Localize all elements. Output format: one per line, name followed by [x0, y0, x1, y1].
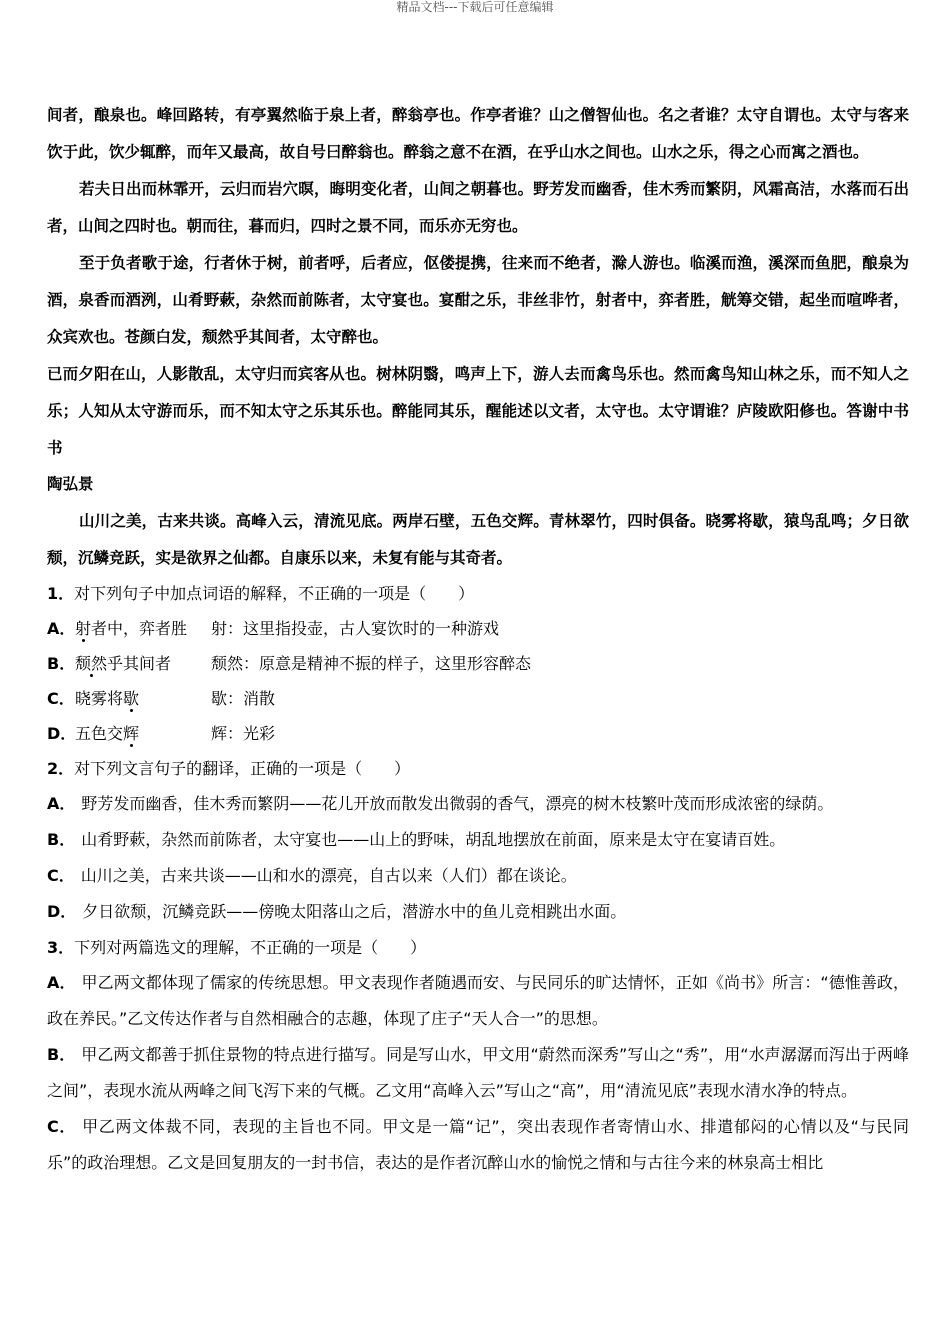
option-letter: D．	[47, 902, 77, 921]
option-explanation: 射：这里指投壶，古人宴饮时的一种游戏	[211, 619, 500, 638]
option-text: 甲乙两文体裁不同，表现的主旨也不同。甲文是一篇“记”，突出表现作者寄情山水、排遣郁闷的心情以及“与民同乐”的政治理想。乙文是回复朋友的一封书信，表达的是作者沉醉山水的愉悦之情和与古往今来的林泉高士相比	[47, 1117, 909, 1172]
passage1-paragraph-1: 间者，酿泉也。峰回路转，有亭翼然临于泉上者，醉翁亭也。作亭者谁？山之僧智仙也。名之者谁？太守自谓也。太守与客来饮于此，饮少辄醉，而年又最高，故自号曰醉翁也。醉翁之意不在酒，在乎山水之间也。山水之乐，得之心而寓之酒也。	[47, 105, 909, 161]
question-3-stem	[47, 930, 909, 965]
option-explanation: 颓然：原意是精神不振的样子，这里形容醉态	[211, 654, 532, 673]
question-text: 对下列句子中加点词语的解释，不正确的一项是（ ）	[74, 584, 475, 603]
option-text: 甲乙两文都善于抓住景物的特点进行描写。同是写山水，甲文用“蔚然而深秀”写山之“秀”，用“水声潺潺而泻出于两峰之间”，表现水流从两峰之间飞泻下来的气概。乙文用“高峰入云”写山之“高”，用“清流见底”表现水清水净的特点。	[47, 1045, 909, 1100]
page-header: 精品文档---下载后可任意编辑	[396, 0, 554, 14]
question-1-option-a	[47, 611, 909, 646]
option-letter: A．	[47, 973, 76, 992]
question-2-option-b	[47, 822, 909, 858]
option-letter: B．	[47, 1045, 76, 1064]
question-number: 1．	[47, 584, 75, 603]
question-3-option-a	[47, 965, 909, 1037]
question-text: 下列对两篇选文的理解，不正确的一项是（ ）	[74, 938, 427, 957]
sentence-post: 乎其间者	[107, 654, 172, 673]
option-letter: C．	[47, 689, 75, 708]
option-text: 夕日欲颓，沉鳞竞跃——傍晚太阳落山之后，潜游水中的鱼儿竞相跳出水面。	[82, 902, 627, 921]
option-letter: B．	[47, 654, 76, 673]
question-text: 对下列文言句子的翻译，正确的一项是（ ）	[74, 759, 411, 778]
dotted-word: 颓然	[75, 654, 108, 673]
option-letter: C．	[47, 866, 75, 885]
question-1-option-c	[47, 681, 909, 716]
question-2-stem	[47, 751, 909, 786]
option-text: 山肴野蔌，杂然而前陈者，太守宴也——山上的野味，胡乱地摆放在前面，原来是太守在宴请百姓。	[81, 830, 786, 849]
document-body	[47, 96, 909, 1181]
question-3-option-b	[47, 1037, 909, 1109]
option-sentence	[75, 716, 211, 751]
passage2-text: 山川之美，古来共谈。高峰入云，清流见底。两岸石壁，五色交辉。青林翠竹，四时俱备。晓雾将歇，猿鸟乱鸣；夕日欲颓，沉鳞竞跃，实是欲界之仙都。自康乐以来，未复有能与其奇者。	[47, 511, 909, 567]
passage2-author: 陶弘景	[47, 474, 94, 493]
option-explanation: 辉：光彩	[211, 724, 276, 743]
option-letter: A．	[47, 619, 76, 638]
question-1-option-b	[47, 646, 909, 681]
option-sentence	[75, 681, 211, 716]
question-2-option-d	[47, 894, 909, 930]
option-text: 甲乙两文都体现了儒家的传统思想。甲文表现作者随遇而安、与民同乐的旷达情怀，正如《尚书》所言：“德惟善政，政在养民。”乙文传达作者与自然相融合的志趣，体现了庄子“天人合一”的思想。	[47, 973, 909, 1028]
question-number: 2．	[47, 759, 75, 778]
passage1-paragraph-2: 若夫日出而林霏开，云归而岩穴暝，晦明变化者，山间之朝暮也。野芳发而幽香，佳木秀而繁阴，风霜高洁，水落而石出者，山间之四时也。朝而往，暮而归，四时之景不同，而乐亦无穷也。	[47, 179, 909, 235]
option-letter: B．	[47, 830, 76, 849]
option-letter: D．	[47, 724, 77, 743]
option-sentence	[75, 611, 211, 646]
question-2-option-a	[47, 786, 909, 822]
dotted-word: 歇	[123, 689, 140, 708]
option-letter: A．	[47, 794, 76, 813]
question-1-option-d	[47, 716, 909, 751]
sentence-pre: 五色交	[75, 724, 124, 743]
option-sentence	[75, 646, 211, 681]
question-2-option-c	[47, 858, 909, 894]
passage1-paragraph-3: 至于负者歌于途，行者休于树，前者呼，后者应，伛偻提携，往来而不绝者，滁人游也。临溪而渔，溪深而鱼肥，酿泉为酒，泉香而酒洌，山肴野蔌，杂然而前陈者，太守宴也。宴酣之乐，非丝非竹，射者中，弈者胜，觥筹交错，起坐而喧哗者，众宾欢也。苍颜白发，颓然乎其间者，太守醉也。	[47, 253, 909, 346]
sentence-post: 者中，弈者胜	[91, 619, 188, 638]
dotted-word: 辉	[123, 724, 140, 743]
option-text: 山川之美，古来共谈——山和水的漂亮，自古以来（人们）都在谈论。	[80, 866, 577, 885]
passage1-paragraph-4: 已而夕阳在山，人影散乱，太守归而宾客从也。树林阴翳，鸣声上下，游人去而禽鸟乐也。然而禽鸟知山林之乐，而不知人之乐；人知从太守游而乐，而不知太守之乐其乐也。醉能同其乐，醒能述以文者，太守也。太守谓谁？庐陵欧阳修也。答谢中书书	[47, 364, 909, 457]
option-explanation: 歇：消散	[211, 689, 276, 708]
option-letter: C．	[47, 1117, 77, 1136]
question-1-stem	[47, 576, 909, 611]
question-3-option-c	[47, 1109, 909, 1181]
option-text: 野芳发而幽香，佳木秀而繁阴——花儿开放而散发出微弱的香气，漂亮的树木枝繁叶茂而形成浓密的绿荫。	[81, 794, 834, 813]
dotted-word: 射	[75, 619, 92, 638]
question-number: 3．	[47, 938, 75, 957]
sentence-pre: 晓雾将	[75, 689, 124, 708]
